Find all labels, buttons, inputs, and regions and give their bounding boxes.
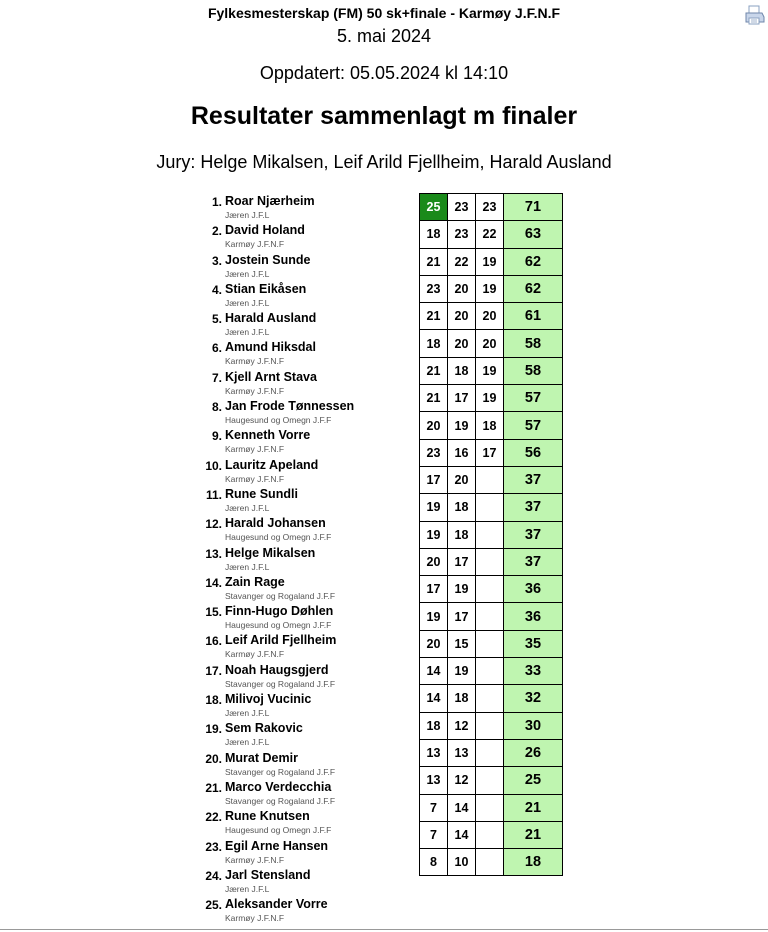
- competitor-name: Kenneth Vorre: [225, 428, 311, 443]
- score-final: 19: [476, 357, 504, 384]
- score-round-1: 18: [420, 712, 448, 739]
- divider: [0, 929, 768, 930]
- score-round-2: 20: [448, 466, 476, 493]
- rank: 1.: [211, 195, 222, 209]
- score-round-1: 25: [420, 194, 448, 221]
- score-round-1: 14: [420, 685, 448, 712]
- score-row: [420, 385, 563, 412]
- score-round-2: 13: [448, 739, 476, 766]
- score-row: [420, 548, 563, 575]
- club-name: Jæren J.F.L: [225, 210, 270, 220]
- score-total: 57: [504, 385, 563, 412]
- score-final: 20: [476, 330, 504, 357]
- score-round-1: 7: [420, 821, 448, 848]
- competitor-row: [195, 808, 410, 837]
- rank: 3.: [211, 253, 222, 268]
- score-final: 23: [476, 194, 504, 221]
- jury-line: Jury: Helge Mikalsen, Leif Arild Fjellheim, Harald Ausland: [156, 152, 612, 172]
- club-name: Karmøy J.F.N.F: [225, 473, 285, 484]
- rank: 22.: [205, 810, 222, 825]
- score-row: [420, 630, 563, 657]
- competitor-name: Aleksander Vorre: [225, 897, 328, 912]
- rank: 23.: [205, 839, 222, 854]
- score-total: 58: [504, 357, 563, 384]
- score-row: [420, 248, 563, 275]
- rank: 19.: [205, 722, 222, 737]
- score-round-2: 16: [448, 439, 476, 466]
- competitor-name: Rune Knutsen: [225, 809, 310, 824]
- score-row: [420, 439, 563, 466]
- competitor-name: David Holand: [225, 223, 305, 238]
- score-total: 36: [504, 603, 563, 630]
- rank: 24.: [205, 868, 222, 883]
- score-total: 32: [504, 685, 563, 712]
- score-final: [476, 494, 504, 521]
- score-total: 71: [504, 194, 563, 221]
- competitor-name: Jarl Stensland: [225, 867, 311, 882]
- score-round-1: 18: [420, 330, 448, 357]
- score-row: [420, 576, 563, 603]
- score-total: 26: [504, 739, 563, 766]
- club-name: Karmøy J.F.N.F: [225, 444, 285, 455]
- competitor-name: Roar Njærheim: [225, 194, 315, 208]
- score-row: [420, 603, 563, 630]
- score-row: [420, 849, 563, 876]
- score-final: 19: [476, 248, 504, 275]
- club-name: Jæren J.F.L: [225, 502, 270, 513]
- competitor-name: Lauritz Apeland: [225, 457, 319, 472]
- competitor-name: Rune Sundli: [225, 486, 298, 501]
- competitor-row: [195, 720, 410, 749]
- competitor-name: Amund Hiksdal: [225, 340, 316, 355]
- club-name: Karmøy J.F.N.F: [225, 649, 285, 660]
- score-total: 37: [504, 466, 563, 493]
- score-final: [476, 576, 504, 603]
- club-name: Stavanger og Rogaland J.F.F: [225, 766, 336, 777]
- score-row: [420, 194, 563, 221]
- club-name: Karmøy J.F.N.F: [225, 854, 285, 865]
- rank: 7.: [211, 370, 222, 385]
- club-name: Jæren J.F.L: [225, 297, 270, 308]
- score-final: [476, 548, 504, 575]
- rank: 16.: [205, 634, 222, 649]
- club-name: Stavanger og Rogaland J.F.F: [225, 590, 336, 601]
- score-round-2: 12: [448, 767, 476, 794]
- score-final: [476, 739, 504, 766]
- score-round-1: 7: [420, 794, 448, 821]
- score-row: [420, 712, 563, 739]
- score-final: [476, 794, 504, 821]
- competitor-row: [195, 779, 410, 808]
- score-round-1: 13: [420, 767, 448, 794]
- score-final: 22: [476, 221, 504, 248]
- score-final: [476, 603, 504, 630]
- score-round-2: 17: [448, 385, 476, 412]
- rank: 10.: [205, 458, 222, 473]
- score-round-2: 14: [448, 794, 476, 821]
- club-name: Jæren J.F.L: [225, 268, 270, 279]
- competitor-row: [195, 632, 410, 661]
- competitor-row: [195, 486, 410, 515]
- score-round-2: 18: [448, 357, 476, 384]
- club-name: Haugesund og Omegn J.F.F: [225, 532, 332, 543]
- score-round-1: 21: [420, 385, 448, 412]
- score-round-2: 12: [448, 712, 476, 739]
- score-row: [420, 275, 563, 302]
- score-row: [420, 221, 563, 248]
- score-final: [476, 767, 504, 794]
- score-round-2: 22: [448, 248, 476, 275]
- score-round-2: 17: [448, 548, 476, 575]
- competitor-name: Finn-Hugo Døhlen: [225, 604, 334, 619]
- competitor-row: [195, 574, 410, 603]
- score-round-2: 19: [448, 658, 476, 685]
- score-row: [420, 821, 563, 848]
- score-total: 62: [504, 248, 563, 275]
- club-name: Stavanger og Rogaland J.F.F: [225, 795, 336, 806]
- score-row: [420, 303, 563, 330]
- score-row: [420, 794, 563, 821]
- score-final: [476, 466, 504, 493]
- score-round-1: 19: [420, 521, 448, 548]
- score-round-1: 19: [420, 494, 448, 521]
- competitor-row: [195, 193, 410, 222]
- score-round-2: 20: [448, 330, 476, 357]
- score-round-2: 18: [448, 685, 476, 712]
- score-total: 57: [504, 412, 563, 439]
- score-round-1: 13: [420, 739, 448, 766]
- score-row: [420, 739, 563, 766]
- competitor-row: [195, 281, 410, 310]
- score-round-1: 23: [420, 275, 448, 302]
- club-name: Karmøy J.F.N.F: [225, 385, 285, 396]
- rank: 14.: [205, 575, 222, 590]
- score-total: 33: [504, 658, 563, 685]
- score-round-1: 21: [420, 248, 448, 275]
- score-round-1: 19: [420, 603, 448, 630]
- competitor-name: Marco Verdecchia: [225, 779, 332, 794]
- competitor-row: [195, 398, 410, 427]
- score-round-2: 18: [448, 521, 476, 548]
- score-round-1: 8: [420, 849, 448, 876]
- score-row: [420, 767, 563, 794]
- score-final: 18: [476, 412, 504, 439]
- score-final: [476, 521, 504, 548]
- competitor-row: [195, 662, 410, 691]
- club-name: Jæren J.F.L: [225, 737, 270, 748]
- score-row: [420, 412, 563, 439]
- page-title: Fylkesmesterskap (FM) 50 sk+finale - Karmøy J.F.N.F: [207, 5, 561, 21]
- club-name: Jæren J.F.L: [225, 708, 270, 719]
- club-name: Karmøy J.F.N.F: [225, 356, 285, 367]
- competitor-row: [195, 310, 410, 339]
- score-round-1: 20: [420, 630, 448, 657]
- score-row: [420, 521, 563, 548]
- rank: 18.: [205, 693, 222, 708]
- print-icon[interactable]: [744, 4, 766, 26]
- score-total: 35: [504, 630, 563, 657]
- club-name: Stavanger og Rogaland J.F.F: [225, 678, 336, 689]
- score-table: [419, 193, 563, 876]
- rank: 8.: [211, 400, 222, 415]
- score-round-1: 20: [420, 548, 448, 575]
- score-final: [476, 821, 504, 848]
- competitor-name: Egil Arne Hansen: [225, 838, 329, 853]
- competitor-name: Zain Rage: [225, 574, 285, 589]
- competitor-name: Noah Haugsgjerd: [225, 662, 329, 677]
- score-round-1: 21: [420, 303, 448, 330]
- score-total: 30: [504, 712, 563, 739]
- competitor-name: Sem Rakovic: [225, 721, 303, 736]
- score-round-2: 19: [448, 412, 476, 439]
- competitor-row: [195, 457, 410, 486]
- score-round-1: 18: [420, 221, 448, 248]
- score-final: 19: [476, 385, 504, 412]
- competitor-name: Murat Demir: [225, 750, 298, 765]
- score-round-1: 14: [420, 658, 448, 685]
- competitor-name: Jan Frode Tønnessen: [225, 399, 355, 414]
- rank: 25.: [205, 898, 222, 913]
- rank: 13.: [205, 546, 222, 561]
- score-total: 37: [504, 521, 563, 548]
- rank: 15.: [205, 605, 222, 620]
- score-final: [476, 658, 504, 685]
- club-name: Karmøy J.F.N.F: [225, 239, 285, 250]
- score-row: [420, 330, 563, 357]
- score-total: 25: [504, 767, 563, 794]
- competitor-row: [195, 750, 410, 779]
- updated-timestamp: Oppdatert: 05.05.2024 kl 14:10: [259, 63, 509, 83]
- rank: 12.: [205, 517, 222, 532]
- score-total: 21: [504, 821, 563, 848]
- rank: 11.: [205, 487, 222, 502]
- score-row: [420, 466, 563, 493]
- score-final: [476, 685, 504, 712]
- score-round-2: 15: [448, 630, 476, 657]
- rank: 4.: [211, 282, 222, 297]
- score-total: 62: [504, 275, 563, 302]
- competitor-row: [195, 369, 410, 398]
- score-row: [420, 658, 563, 685]
- score-round-2: 20: [448, 275, 476, 302]
- rank: 6.: [211, 341, 222, 356]
- competitor-name: Milivoj Vucinic: [225, 692, 312, 707]
- score-final: 19: [476, 275, 504, 302]
- score-total: 21: [504, 794, 563, 821]
- competitor-name: Stian Eikåsen: [225, 281, 307, 296]
- competitor-name: Harald Johansen: [225, 516, 326, 531]
- score-final: 17: [476, 439, 504, 466]
- competitor-name: Jostein Sunde: [225, 252, 311, 267]
- event-date: 5. mai 2024: [336, 26, 432, 46]
- club-name: Jæren J.F.L: [225, 561, 270, 572]
- score-final: [476, 849, 504, 876]
- score-round-2: 10: [448, 849, 476, 876]
- competitor-row: [195, 339, 410, 368]
- score-final: [476, 630, 504, 657]
- score-total: 36: [504, 576, 563, 603]
- competitor-row: [195, 603, 410, 632]
- score-total: 56: [504, 439, 563, 466]
- competitor-row: [195, 838, 410, 867]
- score-round-1: 21: [420, 357, 448, 384]
- score-row: [420, 685, 563, 712]
- score-total: 18: [504, 849, 563, 876]
- score-row: [420, 494, 563, 521]
- score-total: 58: [504, 330, 563, 357]
- score-round-1: 23: [420, 439, 448, 466]
- competitor-name: Helge Mikalsen: [225, 545, 316, 560]
- rank: 9.: [211, 429, 222, 444]
- score-total: 37: [504, 548, 563, 575]
- score-final: 20: [476, 303, 504, 330]
- rank: 21.: [205, 780, 222, 795]
- rank: 20.: [205, 751, 222, 766]
- competitor-row: [195, 691, 410, 720]
- competitor-row: [195, 515, 410, 544]
- club-name: Jæren J.F.L: [225, 883, 270, 894]
- club-name: Karmøy J.F.N.F: [225, 913, 285, 924]
- competitor-name: Harald Ausland: [225, 311, 317, 326]
- results-heading: Resultater sammenlagt m finaler: [190, 102, 578, 130]
- score-round-2: 18: [448, 494, 476, 521]
- competitor-name: Kjell Arnt Stava: [225, 369, 317, 384]
- score-round-2: 19: [448, 576, 476, 603]
- score-round-2: 23: [448, 194, 476, 221]
- club-name: Haugesund og Omegn J.F.F: [225, 620, 332, 631]
- competitor-row: [195, 222, 410, 251]
- competitor-row: [195, 427, 410, 456]
- score-row: [420, 357, 563, 384]
- competitor-row: [195, 545, 410, 574]
- score-round-2: 23: [448, 221, 476, 248]
- score-final: [476, 712, 504, 739]
- competitor-row: [195, 896, 410, 925]
- competitor-list: [195, 193, 410, 925]
- competitor-row: [195, 252, 410, 281]
- score-total: 63: [504, 221, 563, 248]
- score-total: 37: [504, 494, 563, 521]
- rank: 2.: [211, 224, 222, 239]
- competitor-name: Leif Arild Fjellheim: [225, 633, 337, 648]
- score-round-2: 14: [448, 821, 476, 848]
- competitor-row: [195, 867, 410, 896]
- score-round-2: 17: [448, 603, 476, 630]
- score-round-1: 17: [420, 576, 448, 603]
- rank: 17.: [205, 663, 222, 678]
- rank: 5.: [211, 312, 222, 327]
- score-round-1: 20: [420, 412, 448, 439]
- score-total: 61: [504, 303, 563, 330]
- club-name: Haugesund og Omegn J.F.F: [225, 825, 332, 836]
- score-round-2: 20: [448, 303, 476, 330]
- club-name: Jæren J.F.L: [225, 327, 270, 338]
- club-name: Haugesund og Omegn J.F.F: [225, 415, 332, 426]
- score-round-1: 17: [420, 466, 448, 493]
